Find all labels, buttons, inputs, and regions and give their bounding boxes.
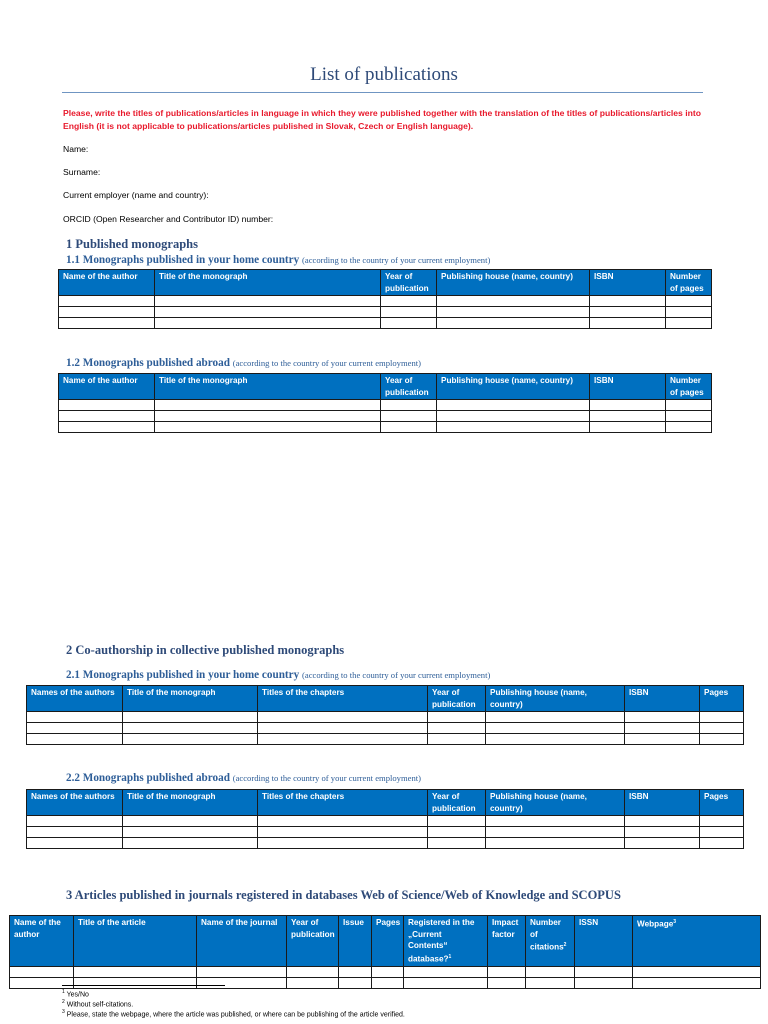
column-header <box>666 374 712 400</box>
table-row <box>10 966 761 977</box>
table-cell[interactable] <box>123 734 258 745</box>
table-cell[interactable] <box>625 838 700 849</box>
table-cell[interactable] <box>27 816 123 827</box>
column-header <box>590 270 666 296</box>
section-2-heading: 2 Co-authorship in collective published monographs <box>66 643 345 657</box>
table-cell[interactable] <box>74 977 197 988</box>
column-header <box>74 916 197 967</box>
table-cell[interactable] <box>258 712 428 723</box>
column-header-label: ISBN <box>629 792 649 801</box>
table-cell[interactable] <box>700 838 744 849</box>
table-cell[interactable] <box>59 400 155 411</box>
column-header-label: Publishing house (name, country) <box>490 792 587 813</box>
column-header <box>700 790 744 816</box>
table-cell[interactable] <box>258 723 428 734</box>
column-header-label: ISBN <box>594 376 614 385</box>
table-cell[interactable] <box>666 296 712 307</box>
section-2-2-heading <box>66 772 421 784</box>
table-cell[interactable] <box>10 966 74 977</box>
column-header <box>287 916 339 967</box>
table-cell[interactable] <box>700 723 744 734</box>
title-underline <box>62 92 703 93</box>
table-cell[interactable] <box>428 816 486 827</box>
column-header-label: Title of the monograph <box>159 376 248 385</box>
section-1-2-heading <box>66 357 421 369</box>
table-header-row <box>10 916 761 967</box>
table-cell[interactable] <box>381 411 437 422</box>
column-header <box>27 686 123 712</box>
table-cell[interactable] <box>486 827 625 838</box>
table-journal-articles <box>9 915 761 989</box>
table-cell[interactable] <box>666 422 712 433</box>
table-cell[interactable] <box>625 734 700 745</box>
table-row <box>59 307 712 318</box>
table-cell[interactable] <box>197 977 287 988</box>
column-header-label: Names of the authors <box>31 688 115 697</box>
column-header-label: Number of pages <box>670 272 704 293</box>
section-1-2-title: 1.2 Monographs published abroad <box>66 357 230 369</box>
name-field[interactable]: Name: <box>63 144 89 154</box>
column-header-label: Name of the journal <box>201 918 278 927</box>
column-header <box>575 916 633 967</box>
table-cell[interactable] <box>575 966 633 977</box>
table-cell[interactable] <box>287 977 339 988</box>
table-cell[interactable] <box>437 400 590 411</box>
column-header <box>633 916 761 967</box>
table-cell[interactable] <box>486 712 625 723</box>
column-header <box>59 374 155 400</box>
column-header <box>155 374 381 400</box>
table-cell[interactable] <box>155 400 381 411</box>
table-row <box>27 827 744 838</box>
section-1-1-note: (according to the country of your current employment) <box>302 255 491 265</box>
section-2-1-title: 2.1 Monographs published in your home country <box>66 669 300 681</box>
footnote-mark: 1 <box>62 989 65 995</box>
table-cell[interactable] <box>486 838 625 849</box>
column-header <box>339 916 372 967</box>
table-cell[interactable] <box>526 977 575 988</box>
column-header-label: ISBN <box>629 688 649 697</box>
footnote-mark: 2 <box>62 999 65 1005</box>
column-header-label: Issue <box>343 918 364 927</box>
table-cell[interactable] <box>590 307 666 318</box>
table-header-row <box>59 374 712 400</box>
table-cell[interactable] <box>488 966 526 977</box>
page-title: List of publications <box>310 64 458 85</box>
table-cell[interactable] <box>155 318 381 329</box>
column-header <box>625 790 700 816</box>
column-header <box>258 686 428 712</box>
table-row <box>59 411 712 422</box>
table-cell[interactable] <box>666 318 712 329</box>
column-header <box>486 790 625 816</box>
table-cell[interactable] <box>155 422 381 433</box>
column-header <box>123 790 258 816</box>
column-header-label: Year of publication <box>291 918 335 939</box>
column-header-label: Name of the author <box>14 918 61 939</box>
table-row <box>27 816 744 827</box>
table-cell[interactable] <box>59 296 155 307</box>
column-header-label: Publishing house (name, country) <box>441 376 573 385</box>
table-header-row <box>27 790 744 816</box>
column-header <box>381 270 437 296</box>
column-header <box>526 916 575 967</box>
table-cell[interactable] <box>381 307 437 318</box>
table-cell[interactable] <box>590 400 666 411</box>
table-cell[interactable] <box>428 723 486 734</box>
table-cell[interactable] <box>700 734 744 745</box>
table-cell[interactable] <box>123 838 258 849</box>
table-cell[interactable] <box>666 400 712 411</box>
column-header <box>488 916 526 967</box>
table-cell[interactable] <box>287 966 339 977</box>
column-header <box>437 270 590 296</box>
column-header-label: Title of the monograph <box>127 688 216 697</box>
table-cell[interactable] <box>590 411 666 422</box>
column-header-label: Name of the author <box>63 376 138 385</box>
table-cell[interactable] <box>526 966 575 977</box>
table-cell[interactable] <box>666 411 712 422</box>
column-header <box>197 916 287 967</box>
column-header-label: Title of the article <box>78 918 146 927</box>
column-header-label: Year of publication <box>432 792 476 813</box>
table-cell[interactable] <box>486 723 625 734</box>
table-cell[interactable] <box>625 723 700 734</box>
column-header-label: Year of publication <box>385 272 429 293</box>
table-cell[interactable] <box>437 422 590 433</box>
table-cell[interactable] <box>590 296 666 307</box>
table-cell[interactable] <box>372 966 404 977</box>
table-cell[interactable] <box>437 307 590 318</box>
table-cell[interactable] <box>590 318 666 329</box>
table-cell[interactable] <box>59 318 155 329</box>
column-header-label: Year of publication <box>385 376 429 397</box>
table-cell[interactable] <box>258 827 428 838</box>
table-cell[interactable] <box>428 827 486 838</box>
table-cell[interactable] <box>155 307 381 318</box>
column-header <box>381 374 437 400</box>
table-cell[interactable] <box>258 838 428 849</box>
table-abroad-monographs <box>58 373 712 433</box>
table-cell[interactable] <box>625 827 700 838</box>
surname-field[interactable]: Surname: <box>63 167 101 177</box>
column-header <box>590 374 666 400</box>
table-cell[interactable] <box>123 827 258 838</box>
table-cell[interactable] <box>633 977 761 988</box>
column-header-label: Pages <box>704 792 729 801</box>
table-cell[interactable] <box>339 966 372 977</box>
column-header-label: Titles of the chapters <box>262 688 345 697</box>
section-1-1-title: 1.1 Monographs published in your home country <box>66 254 300 266</box>
column-header-label: ISBN <box>594 272 614 281</box>
table-cell[interactable] <box>59 411 155 422</box>
table-cell[interactable] <box>123 816 258 827</box>
column-header-label: Title of the monograph <box>127 792 216 801</box>
table-cell[interactable] <box>666 307 712 318</box>
footnote-text: Please, state the webpage, where the article was published, or where can be publishing of the article verified. <box>64 1011 405 1019</box>
section-1-heading: 1 Published monographs <box>66 237 198 251</box>
table-cell[interactable] <box>59 307 155 318</box>
footnote-mark: 3 <box>62 1009 65 1015</box>
table-cell[interactable] <box>27 734 123 745</box>
footnote-3 <box>62 1008 405 1020</box>
table-row <box>27 734 744 745</box>
table-cell[interactable] <box>437 318 590 329</box>
table-cell[interactable] <box>488 977 526 988</box>
column-header <box>700 686 744 712</box>
table-cell[interactable] <box>10 977 74 988</box>
table-cell[interactable] <box>123 723 258 734</box>
table-cell[interactable] <box>258 816 428 827</box>
employer-field[interactable]: Current employer (name and country): <box>63 190 209 200</box>
column-header <box>428 686 486 712</box>
table-home-coauthorship <box>26 685 744 745</box>
table-cell[interactable] <box>155 296 381 307</box>
column-header-label: Titles of the chapters <box>262 792 345 801</box>
column-header-label: Pages <box>704 688 729 697</box>
table-cell[interactable] <box>404 977 488 988</box>
footnote-mark: 1 <box>448 953 452 960</box>
column-header-label: Number of citations <box>530 918 564 952</box>
column-header-label: Number of pages <box>670 376 704 397</box>
column-header-label: Names of the authors <box>31 792 115 801</box>
section-2-2-title: 2.2 Monographs published abroad <box>66 772 230 784</box>
footnote-text: Yes/No <box>64 991 89 999</box>
table-row <box>59 400 712 411</box>
column-header <box>428 790 486 816</box>
column-header <box>27 790 123 816</box>
table-row <box>59 296 712 307</box>
section-2-1-note: (according to the country of your current employment) <box>302 670 491 680</box>
table-cell[interactable] <box>625 712 700 723</box>
table-cell[interactable] <box>258 734 428 745</box>
column-header <box>486 686 625 712</box>
table-row <box>27 712 744 723</box>
column-header <box>155 270 381 296</box>
column-header <box>437 374 590 400</box>
column-header-label: Name of the author <box>63 272 138 281</box>
section-3-heading: 3 Articles published in journals registered in databases Web of Science/Web of Knowledge and SCOPUS <box>66 888 621 902</box>
footnote-mark: 2 <box>563 942 567 948</box>
table-cell[interactable] <box>197 966 287 977</box>
table-cell[interactable] <box>700 712 744 723</box>
table-row <box>59 422 712 433</box>
table-row <box>27 723 744 734</box>
table-cell[interactable] <box>700 816 744 827</box>
column-header-label: Webpage <box>637 919 674 929</box>
column-header-label: Publishing house (name, country) <box>441 272 573 281</box>
table-cell[interactable] <box>633 966 761 977</box>
table-cell[interactable] <box>575 977 633 988</box>
table-row <box>59 318 712 329</box>
table-cell[interactable] <box>381 422 437 433</box>
section-1-2-note: (according to the country of your current employment) <box>232 358 422 368</box>
column-header <box>258 790 428 816</box>
column-header-label: Pages <box>376 918 401 927</box>
table-cell[interactable] <box>428 838 486 849</box>
table-cell[interactable] <box>74 966 197 977</box>
table-row <box>10 977 761 988</box>
column-header-label: Registered in the „Current Contents“ database? <box>408 918 475 964</box>
section-2-2-note: (according to the country of your current employment) <box>232 773 422 783</box>
footnote-mark: 3 <box>673 919 677 925</box>
table-cell[interactable] <box>404 966 488 977</box>
column-header <box>59 270 155 296</box>
column-header <box>625 686 700 712</box>
column-header <box>372 916 404 967</box>
table-home-monographs <box>58 269 712 329</box>
column-header-label: Impact factor <box>492 918 519 939</box>
table-row <box>27 838 744 849</box>
table-cell[interactable] <box>27 712 123 723</box>
table-cell[interactable] <box>59 422 155 433</box>
table-cell[interactable] <box>27 827 123 838</box>
table-cell[interactable] <box>339 977 372 988</box>
table-cell[interactable] <box>437 411 590 422</box>
table-cell[interactable] <box>381 318 437 329</box>
table-header-row <box>27 686 744 712</box>
table-cell[interactable] <box>590 422 666 433</box>
orcid-field[interactable]: ORCID (Open Researcher and Contributor ID) number: <box>63 214 274 224</box>
footnote-text: Without self-citations. <box>64 1001 134 1009</box>
table-cell[interactable] <box>27 838 123 849</box>
table-cell[interactable] <box>27 723 123 734</box>
column-header-label: Year of publication <box>432 688 476 709</box>
table-cell[interactable] <box>123 712 258 723</box>
section-2-1-heading <box>66 669 490 681</box>
column-header-label: ISSN <box>579 918 599 927</box>
table-cell[interactable] <box>372 977 404 988</box>
table-header-row <box>59 270 712 296</box>
table-cell[interactable] <box>486 734 625 745</box>
column-header <box>10 916 74 967</box>
table-cell[interactable] <box>381 400 437 411</box>
table-cell[interactable] <box>486 816 625 827</box>
table-cell[interactable] <box>428 712 486 723</box>
column-header <box>123 686 258 712</box>
table-cell[interactable] <box>428 734 486 745</box>
footnote-divider <box>62 985 225 986</box>
table-cell[interactable] <box>625 816 700 827</box>
table-cell[interactable] <box>381 296 437 307</box>
table-abroad-coauthorship <box>26 789 744 849</box>
column-header-label: Publishing house (name, country) <box>490 688 587 709</box>
table-cell[interactable] <box>155 411 381 422</box>
column-header <box>666 270 712 296</box>
instruction-notice: Please, write the titles of publications/articles in language in which they were published together with the translation of the titles of publications/articles into English (it is not applicable to publications/articles published in Slovak, Czech or English language). <box>63 108 701 131</box>
table-cell[interactable] <box>437 296 590 307</box>
table-cell[interactable] <box>700 827 744 838</box>
column-header-label: Title of the monograph <box>159 272 248 281</box>
column-header <box>404 916 488 967</box>
section-1-1-heading <box>66 254 490 266</box>
